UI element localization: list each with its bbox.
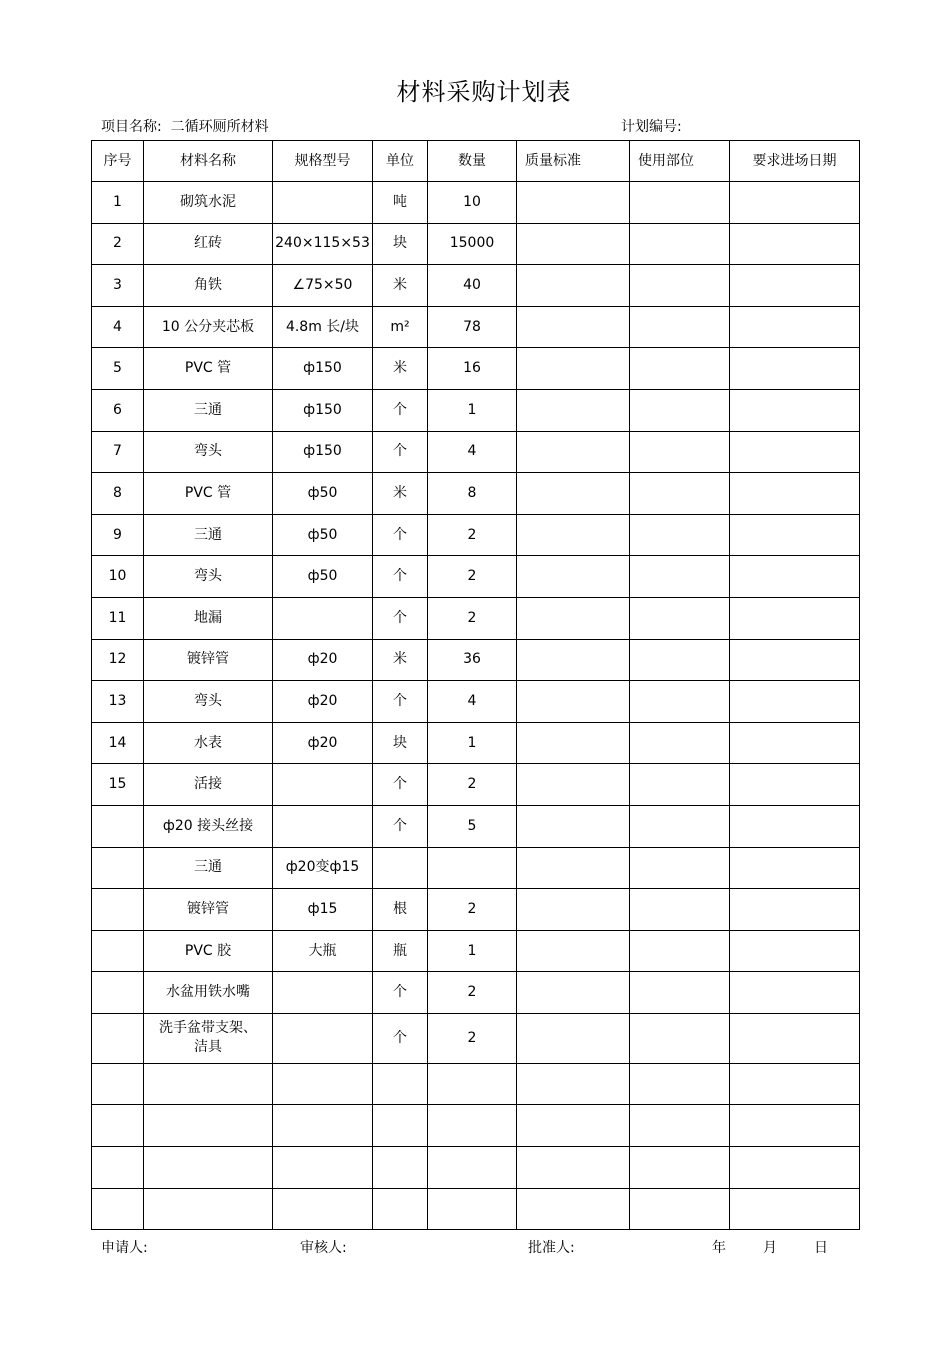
table-row	[92, 1105, 860, 1147]
cell-quality-standard	[517, 265, 630, 307]
header-quality-standard: 质量标准	[517, 141, 630, 182]
cell-quality-standard	[517, 306, 630, 348]
cell-material-name: 弯头	[144, 431, 273, 473]
cell-unit: 根	[373, 889, 428, 931]
cell-required-date	[730, 223, 860, 265]
cell-spec-model	[273, 972, 373, 1014]
cell-unit: 个	[373, 972, 428, 1014]
cell-index	[92, 847, 144, 889]
cell-required-date	[730, 847, 860, 889]
cell-required-date	[730, 1063, 860, 1105]
cell-spec-model	[273, 597, 373, 639]
cell-required-date	[730, 556, 860, 598]
table-row	[92, 306, 860, 348]
table-row	[92, 1147, 860, 1189]
cell-quality-standard	[517, 639, 630, 681]
cell-required-date	[730, 348, 860, 390]
cell-material-name: 弯头	[144, 556, 273, 598]
cell-required-date	[730, 722, 860, 764]
cell-usage-location	[630, 306, 730, 348]
cell-unit	[373, 1188, 428, 1230]
cell-quality-standard	[517, 556, 630, 598]
cell-quality-standard	[517, 597, 630, 639]
cell-spec-model: 240×115×53	[273, 223, 373, 265]
cell-material-name: 三通	[144, 389, 273, 431]
table-row	[92, 889, 860, 931]
cell-material-name: 角铁	[144, 265, 273, 307]
header-required-date: 要求进场日期	[730, 141, 860, 182]
cell-spec-model	[273, 764, 373, 806]
cell-unit: 块	[373, 223, 428, 265]
table-row	[92, 348, 860, 390]
cell-material-name	[144, 1063, 273, 1105]
cell-spec-model	[273, 1105, 373, 1147]
cell-usage-location	[630, 223, 730, 265]
cell-unit: 个	[373, 556, 428, 598]
table-row	[92, 556, 860, 598]
cell-quantity: 2	[428, 972, 517, 1014]
header-usage-location: 使用部位	[630, 141, 730, 182]
cell-usage-location	[630, 930, 730, 972]
cell-quality-standard	[517, 431, 630, 473]
cell-unit	[373, 847, 428, 889]
cell-quantity	[428, 1063, 517, 1105]
cell-index	[92, 930, 144, 972]
cell-spec-model	[273, 1013, 373, 1063]
cell-usage-location	[630, 764, 730, 806]
cell-material-name	[144, 1105, 273, 1147]
cell-material-name: 弯头	[144, 681, 273, 723]
cell-quantity: 1	[428, 930, 517, 972]
cell-material-name: 砌筑水泥	[144, 182, 273, 224]
cell-spec-model: ф50	[273, 556, 373, 598]
cell-required-date	[730, 972, 860, 1014]
cell-index	[92, 1063, 144, 1105]
cell-usage-location	[630, 1013, 730, 1063]
cell-spec-model: ф20变ф15	[273, 847, 373, 889]
cell-required-date	[730, 597, 860, 639]
cell-quality-standard	[517, 889, 630, 931]
cell-quantity	[428, 847, 517, 889]
cell-spec-model: ф20	[273, 722, 373, 764]
cell-material-name: 活接	[144, 764, 273, 806]
header-quantity: 数量	[428, 141, 517, 182]
table-row	[92, 1188, 860, 1230]
cell-quantity: 2	[428, 556, 517, 598]
cell-quantity: 78	[428, 306, 517, 348]
cell-material-name: PVC 管	[144, 473, 273, 515]
cell-index: 7	[92, 431, 144, 473]
table-row	[92, 847, 860, 889]
cell-index: 3	[92, 265, 144, 307]
table-row	[92, 265, 860, 307]
cell-required-date	[730, 389, 860, 431]
cell-usage-location	[630, 265, 730, 307]
applicant-label: 申请人:	[101, 1240, 148, 1256]
cell-spec-model: ф150	[273, 431, 373, 473]
cell-quantity: 1	[428, 722, 517, 764]
cell-quantity: 2	[428, 597, 517, 639]
cell-index	[92, 1188, 144, 1230]
cell-required-date	[730, 473, 860, 515]
table-header-row	[92, 141, 860, 182]
cell-unit: 个	[373, 681, 428, 723]
cell-required-date	[730, 431, 860, 473]
cell-index: 5	[92, 348, 144, 390]
cell-spec-model: ф20	[273, 681, 373, 723]
cell-index	[92, 805, 144, 847]
table-row	[92, 764, 860, 806]
cell-spec-model: 4.8m 长/块	[273, 306, 373, 348]
date-month-label: 月	[763, 1240, 777, 1256]
cell-index: 6	[92, 389, 144, 431]
cell-usage-location	[630, 431, 730, 473]
cell-material-name: PVC 胶	[144, 930, 273, 972]
cell-spec-model: ф15	[273, 889, 373, 931]
cell-index	[92, 889, 144, 931]
cell-quantity: 1	[428, 389, 517, 431]
cell-quality-standard	[517, 972, 630, 1014]
cell-required-date	[730, 514, 860, 556]
cell-required-date	[730, 764, 860, 806]
cell-material-name: 镀锌管	[144, 639, 273, 681]
cell-usage-location	[630, 1105, 730, 1147]
reviewer-label: 审核人:	[300, 1240, 347, 1256]
table-row	[92, 431, 860, 473]
cell-quantity	[428, 1147, 517, 1189]
cell-quantity	[428, 1105, 517, 1147]
approver-label: 批准人:	[528, 1240, 575, 1256]
cell-quantity: 16	[428, 348, 517, 390]
table-row	[92, 473, 860, 515]
page-title: 材料采购计划表	[396, 78, 572, 106]
cell-quality-standard	[517, 1188, 630, 1230]
cell-material-name	[144, 1147, 273, 1189]
cell-usage-location	[630, 805, 730, 847]
cell-quality-standard	[517, 681, 630, 723]
cell-quality-standard	[517, 1147, 630, 1189]
table-row	[92, 722, 860, 764]
cell-usage-location	[630, 514, 730, 556]
cell-quality-standard	[517, 223, 630, 265]
cell-spec-model: ф150	[273, 348, 373, 390]
cell-index	[92, 1013, 144, 1063]
table-body	[92, 182, 860, 1230]
cell-quality-standard	[517, 930, 630, 972]
cell-index: 8	[92, 473, 144, 515]
cell-quality-standard	[517, 473, 630, 515]
cell-material-name: 洗手盆带支架、 洁具	[144, 1013, 273, 1063]
cell-quality-standard	[517, 182, 630, 224]
cell-material-name: 红砖	[144, 223, 273, 265]
table-row	[92, 972, 860, 1014]
cell-quantity: 2	[428, 514, 517, 556]
cell-quantity: 36	[428, 639, 517, 681]
table-row	[92, 223, 860, 265]
cell-unit: 个	[373, 389, 428, 431]
cell-spec-model: ф50	[273, 514, 373, 556]
cell-spec-model	[273, 182, 373, 224]
cell-material-name: 水表	[144, 722, 273, 764]
cell-quantity: 4	[428, 431, 517, 473]
cell-quantity: 2	[428, 1013, 517, 1063]
cell-unit: 瓶	[373, 930, 428, 972]
cell-required-date	[730, 930, 860, 972]
cell-quality-standard	[517, 1063, 630, 1105]
cell-required-date	[730, 1188, 860, 1230]
cell-unit: m²	[373, 306, 428, 348]
cell-spec-model: ф150	[273, 389, 373, 431]
cell-index: 1	[92, 182, 144, 224]
table-row	[92, 805, 860, 847]
cell-spec-model: ∠75×50	[273, 265, 373, 307]
cell-unit: 个	[373, 805, 428, 847]
cell-usage-location	[630, 722, 730, 764]
cell-usage-location	[630, 1147, 730, 1189]
cell-usage-location	[630, 182, 730, 224]
cell-index	[92, 1105, 144, 1147]
cell-quality-standard	[517, 722, 630, 764]
cell-material-name: 10 公分夹芯板	[144, 306, 273, 348]
cell-required-date	[730, 681, 860, 723]
cell-quality-standard	[517, 514, 630, 556]
cell-quality-standard	[517, 805, 630, 847]
header-material-name: 材料名称	[144, 141, 273, 182]
cell-required-date	[730, 182, 860, 224]
cell-quantity	[428, 1188, 517, 1230]
cell-index: 13	[92, 681, 144, 723]
cell-quantity: 2	[428, 764, 517, 806]
date-year-label: 年	[712, 1240, 726, 1256]
cell-usage-location	[630, 847, 730, 889]
table-row	[92, 639, 860, 681]
cell-material-name: 三通	[144, 847, 273, 889]
cell-required-date	[730, 265, 860, 307]
cell-required-date	[730, 306, 860, 348]
header-unit: 单位	[373, 141, 428, 182]
cell-unit: 个	[373, 1013, 428, 1063]
cell-unit: 米	[373, 639, 428, 681]
cell-unit: 个	[373, 597, 428, 639]
cell-quality-standard	[517, 1105, 630, 1147]
project-name-label: 项目名称:	[101, 119, 162, 135]
cell-required-date	[730, 889, 860, 931]
cell-material-name: 地漏	[144, 597, 273, 639]
cell-quantity: 10	[428, 182, 517, 224]
cell-material-name: 镀锌管	[144, 889, 273, 931]
cell-material-name	[144, 1188, 273, 1230]
cell-spec-model: ф50	[273, 473, 373, 515]
cell-material-name: ф20 接头丝接	[144, 805, 273, 847]
cell-unit: 米	[373, 348, 428, 390]
cell-unit	[373, 1105, 428, 1147]
cell-quantity: 5	[428, 805, 517, 847]
header-index: 序号	[92, 141, 144, 182]
table-row	[92, 1013, 860, 1063]
cell-index	[92, 972, 144, 1014]
cell-unit: 个	[373, 431, 428, 473]
cell-required-date	[730, 1147, 860, 1189]
cell-usage-location	[630, 681, 730, 723]
cell-quantity: 8	[428, 473, 517, 515]
cell-index: 11	[92, 597, 144, 639]
cell-quantity: 40	[428, 265, 517, 307]
table-row	[92, 514, 860, 556]
cell-unit	[373, 1147, 428, 1189]
cell-quality-standard	[517, 389, 630, 431]
cell-index: 2	[92, 223, 144, 265]
table-row	[92, 597, 860, 639]
material-plan-table	[91, 140, 860, 1230]
cell-material-name: 三通	[144, 514, 273, 556]
cell-spec-model: 大瓶	[273, 930, 373, 972]
cell-index: 10	[92, 556, 144, 598]
table-row	[92, 930, 860, 972]
cell-unit: 米	[373, 473, 428, 515]
cell-unit: 吨	[373, 182, 428, 224]
plan-number-label: 计划编号:	[621, 119, 682, 135]
cell-index: 12	[92, 639, 144, 681]
cell-spec-model	[273, 1188, 373, 1230]
cell-usage-location	[630, 1063, 730, 1105]
cell-usage-location	[630, 473, 730, 515]
cell-usage-location	[630, 597, 730, 639]
header-spec-model: 规格型号	[273, 141, 373, 182]
cell-spec-model	[273, 805, 373, 847]
cell-index	[92, 1147, 144, 1189]
cell-index: 4	[92, 306, 144, 348]
cell-required-date	[730, 805, 860, 847]
cell-spec-model: ф20	[273, 639, 373, 681]
cell-usage-location	[630, 1188, 730, 1230]
date-day-label: 日	[814, 1240, 828, 1256]
project-name-value: 二循环厕所材料	[170, 119, 269, 135]
cell-index: 9	[92, 514, 144, 556]
cell-usage-location	[630, 889, 730, 931]
cell-quantity: 15000	[428, 223, 517, 265]
cell-unit: 个	[373, 514, 428, 556]
cell-required-date	[730, 639, 860, 681]
cell-quality-standard	[517, 764, 630, 806]
table-row	[92, 1063, 860, 1105]
cell-quality-standard	[517, 847, 630, 889]
cell-unit: 米	[373, 265, 428, 307]
cell-quality-standard	[517, 1013, 630, 1063]
cell-spec-model	[273, 1063, 373, 1105]
cell-usage-location	[630, 389, 730, 431]
cell-index: 15	[92, 764, 144, 806]
cell-quality-standard	[517, 348, 630, 390]
cell-usage-location	[630, 556, 730, 598]
cell-usage-location	[630, 972, 730, 1014]
cell-unit: 个	[373, 764, 428, 806]
table-row	[92, 182, 860, 224]
table-row	[92, 681, 860, 723]
cell-material-name: PVC 管	[144, 348, 273, 390]
cell-unit	[373, 1063, 428, 1105]
cell-material-name: 水盆用铁水嘴	[144, 972, 273, 1014]
cell-quantity: 4	[428, 681, 517, 723]
cell-required-date	[730, 1013, 860, 1063]
cell-unit: 块	[373, 722, 428, 764]
cell-quantity: 2	[428, 889, 517, 931]
cell-usage-location	[630, 348, 730, 390]
cell-usage-location	[630, 639, 730, 681]
cell-required-date	[730, 1105, 860, 1147]
cell-spec-model	[273, 1147, 373, 1189]
project-name-line	[101, 116, 269, 136]
table-row	[92, 389, 860, 431]
cell-index: 14	[92, 722, 144, 764]
